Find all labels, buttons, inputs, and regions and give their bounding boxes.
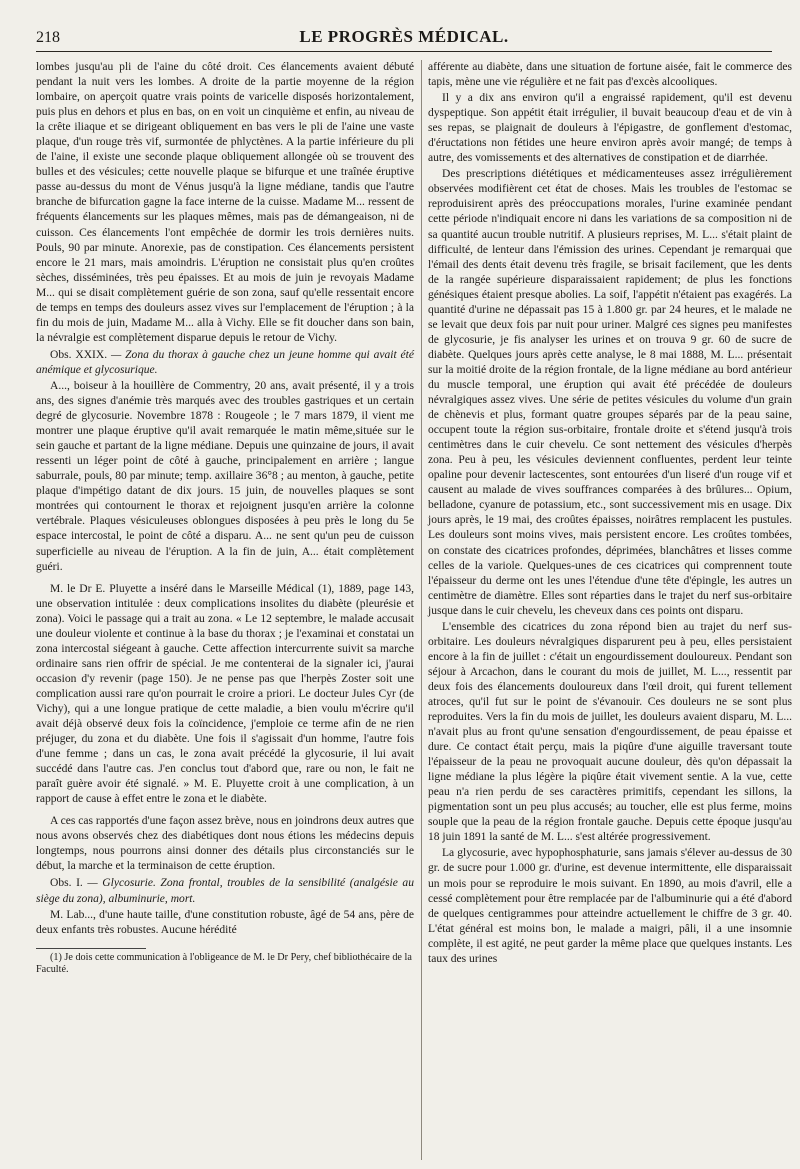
column-divider (421, 60, 422, 1160)
observation-title: — Glycosurie. Zona frontal, troubles de la sensibilité (analgésie au siège du zona), albuminurie, mort. (36, 877, 414, 905)
observation-label: Obs. XXIX. (50, 348, 108, 361)
observation-title: — Zona du thorax à gauche chez un jeune homme qui avait été anémique et glycosurique. (36, 348, 414, 376)
paragraph: A ces cas rapportés d'une façon assez brève, nous en joindrons deux autres que nous avons observés chez des diabétiques dont nous étions les médecins depuis longtemps, nous pourrons ainsi donner des détails plus circonstanciés sur le début, la marche et la terminaison de cette éruption. (36, 815, 414, 873)
left-column (36, 60, 414, 977)
paragraph: L'ensemble des cicatrices du zona répond bien au trajet du nerf sus-orbitaire. Les douleurs névralgiques disparurent peu à peu, elles persistaient encore à la fin de juillet : c'était un engourdissement douloureux. Pendant son séjour à Arcachon, dans le courant du mois de juillet, M. L..., ressentit par deux fois des élancements douloureux dans l'œil droit, qui furent tellement atroces, qu'il fut sur le point de s'évanouir. Ces douleurs ne se sont plus reproduites. Vers la fin du mois de juillet, les douleurs avaient disparu, M. L... n'avait plus au front qu'une sensation d'engourdissement, de peau épaisse et dure. Ce contact était perçu, mais la piqûre d'une aiguille traversant toute l'épaisseur de la peau ne provoquait aucune douleur, dès qu'on dépassait la ligne médiane la plus légère la piqûre était vivement sentie. A la vue, cette peau n'a rien perdu de ses caractères primitifs, cependant les sillons, la pigmentation sont un peu plus accusés; au toucher, elle est plus ferme, moins souple que la peau de la région frontale gauche. Depuis cette époque jusqu'au 18 juin 1891 la santé de M. L... s'est altérée progressivement. (428, 620, 792, 844)
observation-label: Obs. I. (50, 877, 83, 890)
footnote-rule (36, 948, 146, 949)
observation-heading (36, 348, 414, 378)
page-header (36, 27, 772, 49)
paragraph: lombes jusqu'au pli de l'aine du côté droit. Ces élancements avaient débuté pendant la nuit vers les lombes. A droite de la partie moyenne de la région lombaire, on aperçoit quatre vrais points de varicelle disposés horizontalement, puis plus en dehors et plus en bas, on en voit un cinquième et enfin, au niveau de la crête iliaque et se dirigeant obliquement en bas vers le pli de l'aine une vaste plaque, d'un rouge très vif, surmontée de phlyctènes. A la partie inférieure du pli de l'aine, il existe une seconde plaque obliquement allongée où se trouvent des bulles et des vésicules; cette nouvelle plaque se bifurque et une traînée éruptive passe au-dessus du mont de Vénus jusqu'à la ligne médiane, tandis que l'autre branche de bifurcation gagne la face interne de la cuisse. Madame M... ressent de fréquents élancements sur les plaques mêmes, mais pas de démangeaison, ni de cuisson. Ces élancements l'ont empêchée de dormir les trois dernières nuits. Pouls, 90 par minute. Anorexie, pas de constipation. Ces élancements persistent encore le 21 mars, mais amoindris. L'éruption ne consistait plus qu'en croûtes sèches, disséminées, très peu épaisses. Et au mois de juin je revoyais Madame M... qui se disait complètement guérie de son zona, sauf qu'elle ressentait encore de temps en temps des douleurs assez vives sur l'emplacement de l'éruption ; à la fin du mois de juin, Madame M... alla à Vichy. Elle se fit doucher dans son bain, la névralgie est complètement disparue depuis le retour de Vichy. (36, 61, 414, 344)
paragraph: Il y a dix ans environ qu'il a engraissé rapidement, qu'il est devenu dyspeptique. Son appétit était irrégulier, il buvait beaucoup d'eau et de vin à ses repas, se plaignait de douleurs à l'épigastre, de gonflement d'estomac, d'éructations non fétides une heure environ après avoir mangé; de temps à autre, des vomissements et des alternatives de constipation et de diarrhée. (428, 92, 792, 165)
observation-heading (36, 876, 414, 906)
journal-title: LE PROGRÈS MÉDICAL. (299, 27, 509, 46)
paragraph: M. le Dr E. Pluyette a inséré dans le Marseille Médical (1), 1889, page 143, une observation intitulée : deux complications insolites du diabète (pleurésie et zona). Voici le passage qui a trait au zona. « Le 12 septembre, le malade accusait une douleur violente et continue à la base du thorax ; je l'examinai et constatai un zona intercostal siégeant à gauche. Cette affection intercurrente suivit sa marche ordinaire sans rien offrir de spécial. Je me contenterai de la signaler ici, j'aurai occasion d'y revenir (page 150). Je ne pense pas que l'herpès Zoster soit une complication aussi rare qu'on pourrait le croire a priori. Le docteur Jules Cyr (de Vichy), qui a une longue pratique de cette maladie, a bien voulu m'écrire qu'il avait déjà observé deux fois la coïncidence, j'emploie ce terme afin de ne rien préjuger, du zona et du diabète. Une fois il s'agissait d'un homme, l'autre fois d'une femme ; dans un cas, le zona avait précédé la glycosurie, il lui avait succédé dans l'autre cas. J'en conclus tout d'abord que, rare ou non, le fait ne paraît guère avoir été signalé. » M. E. Pluyette croit à une complication, à un rapport de cause à effet entre le zona et le diabète. (36, 582, 414, 806)
right-column (428, 60, 792, 967)
paragraph: La glycosurie, avec hypophosphaturie, sans jamais s'élever au-dessus de 30 gr. de sucre pour 1.000 gr. d'urine, est devenue intermittente, elle disparaissait un mois pour se reproduire le mois suivant. En 1890, au mois d'avril, elle a cessé complètement pour être remplacée par de l'albuminurie qui a été d'abord de quelques centigrammes pour atteindre actuellement le chiffre de 3 gr. 40. L'état général est moins bon, le malade a maigri, pâli, il a une insomnie complète, il est agité, ne peut garder la même place que quelques instants. Les taux des urines (428, 847, 792, 965)
paragraph: afférente au diabète, dans une situation de fortune aisée, fait le commerce des tapis, mène une vie régulière et ne fait pas d'excès alcooliques. (428, 61, 792, 89)
header-rule (36, 51, 772, 52)
paragraph: Des prescriptions diététiques et médicamenteuses assez irrégulièrement observées modifièrent cet état de choses. Mais les troubles de l'estomac se reproduisirent après des préoccupations morales, l'urine examinée pendant cette période n'indiquait encore ni dans les variations de sa composition ni de sa quantité aucun trouble nutritif. A plusieurs reprises, M. L... s'était plaint de difficulté, de lenteur dans l'émission des urines. Cependant je remarquai que l'émail des dents était devenu très fragile, se brisait facilement, que les dents de la rangée supérieure disparaissaient rapidement; de plus les fonctions génésiques étaient presque abolies. La soif, l'appétit n'étaient pas exagérés. La quantité d'urine ne dépassait pas 15 à 1.800 gr. par 24 heures, et le malade ne se levait que deux fois par nuit pour uriner. Malgré ces signes peu manifestes de glycosurie, je fis analyser les urines et on trouva 9 gr. 60 de sucre de diabète. Quelques jours après cette analyse, le 8 mai 1888, M. L... présentait sur la moitié droite de la région frontale, de la ligne médiane au bord antérieur du muscle temporal, une éruption qui avait été précédée de douleurs névralgiques assez vives. Une série de petites vésicules du volume d'un grain de chènevis et plus, formant quatre groupes séparés par de la peau saine, occupent toute la région sus-orbitaire, frontale droite et s'étend jusqu'à trois centimètres dans le cuir chevelu. Ce sont nettement des vésicules d'herpès zona. Peu à peu, les vésicules deviennent confluentes, perdent leur teinte opaline pour devenir lactescentes, sont entourées d'un liseré d'un rouge vif et causent au malade de vives souffrances comparées à des brûlures... Opium, belladone, cyanure de potassium, etc., sont successivement mis en usage. Dix jours après, le 19 mai, des croûtes épaisses, noirâtres remplacent les pustules. Les douleurs sont moins vives, mais persistent encore. Les croûtes tombées, on constate des cicatrices profondes, déprimées, blanchâtres et lisses comme celles de la variole. Quelques-unes de ces cicatrices qui comprennent toute l'épaisseur du derme ont les unes l'étendue d'une tête d'épingle, les autres un centimètre de diamètre. Elles sont réparties dans le trajet du nerf sus-orbitaire jusque dans le cuir chevelu, les cheveux dans ces points ont disparu. (428, 168, 792, 617)
paragraph: M. Lab..., d'une haute taille, d'une constitution robuste, âgé de 54 ans, père de deux enfants très robustes. Aucune hérédité (36, 908, 414, 936)
page-number: 218 (36, 29, 60, 46)
footnote: (1) Je dois cette communication à l'obligeance de M. le Dr Pery, chef bibliothécaire de la Faculté. (36, 951, 412, 976)
paragraph: A..., boiseur à la houillère de Commentry, 20 ans, avait présenté, il y a trois ans, des signes d'anémie très marqués avec des troubles gastriques et un certain degré de glycosurie. Novembre 1878 : Rougeole ; le 7 mars 1879, il vient me montrer une plaque éruptive qu'il avait remarquée le matin même,située sur le sein gauche et partant de la ligne médiane. Depuis une quinzaine de jours, il avait ressenti un léger point de côté à gauche, principalement en arrière ; langue saburrale, pouls, 80 par minute; temp. axillaire 36°8 ; au menton, à gauche, petite plaque d'impétigo datant de dix jours. 15 juin, de nouvelles plaques se sont montrées qui contournent le thorax et rejoignent jusqu'en arrière la colonne vertébrale. Plaques vésiculeuses oblongues disposées à peu près le long du 5e espace intercostal, le point de côté a disparu. A... ne sent qu'un peu de cuisson superficielle au niveau de l'éruption. A la fin de juin, A... était complètement guéri. (36, 379, 414, 573)
